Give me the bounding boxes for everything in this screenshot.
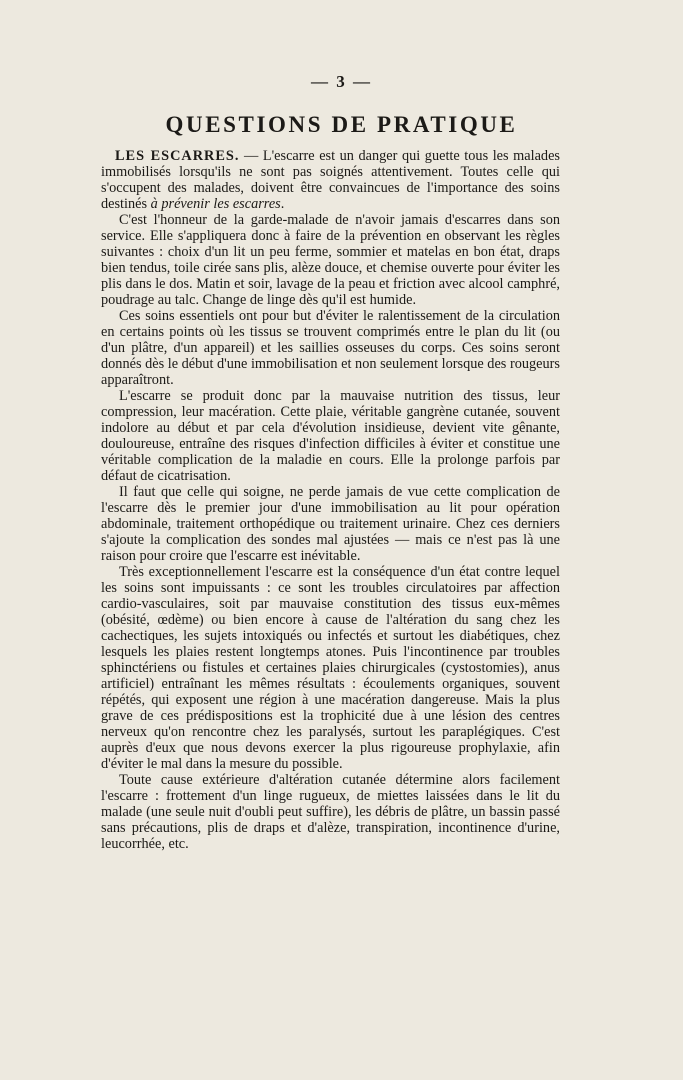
page-number: — 3 — — [311, 72, 372, 91]
paragraph-7: Toute cause extérieure d'altération cutanée détermine alors facilement l'escarre : frottement d'un linge rugueux, de miettes laissées dans le lit du malade (une seule nuit d'oubli peut suffire), les débris de plâtre, un bassin passé sans précautions, plis de draps et d'alèze, transpiration, incontinence d'urine, leucorrhée, etc. — [101, 772, 560, 852]
paragraph-4: L'escarre se produit donc par la mauvaise nutrition des tissus, leur compression, leur macération. Cette plaie, véritable gangrène cutanée, souvent indolore au début et par cela d'évolution insidieuse, devient vite gênante, douloureuse, entraîne des risques d'infection difficiles à éviter et constitue une véritable complication de la maladie en cours. Elle la prolonge parfois par défaut de cicatrisation. — [101, 388, 560, 484]
page-title: QUESTIONS DE PRATIQUE — [165, 112, 518, 137]
article-body — [101, 148, 560, 852]
paragraph-1 — [101, 148, 560, 212]
paragraph-1-tail: . — [280, 196, 285, 212]
paragraph-6: Très exceptionnellement l'escarre est la conséquence d'un état contre lequel les soins sont impuissants : ce sont les troubles circulatoires par affection cardio-vasculaires, soit par mauvaise constitution des tissus eux-mêmes (obésité, œdème) ou bien encore à cause de l'altération du sang chez les cachectiques, les sujets intoxiqués ou infectés et surtout les diabétiques, chez lesquels les plaies restent longtemps atones. Puis l'incontinence par troubles sphinctériens ou fistules et certaines plaies chirurgicales (cystostomies), anus artificiel) entraînant les mêmes résultats : écoulements organiques, souvent répétés, qui exposent une région à une macération dangereuse. Mais la plus grave de ces prédispositions est la trophicité due à une lésion des centres nerveux qu'on rencontre chez les paralysés, surtout les paraplégiques. C'est auprès d'eux que nous devons exercer la plus rigoureuse prophylaxie, afin d'éviter le mal dans la mesure du possible. — [101, 564, 560, 772]
paragraph-3: Ces soins essentiels ont pour but d'éviter le ralentissement de la circulation en certains points où les tissus se trouvent comprimés entre le plan du lit (ou d'un plâtre, d'un appareil) et les saillies osseuses du corps. Ces soins seront donnés dès le début d'une immobilisation et non seulement lorsque des rougeurs apparaîtront. — [101, 308, 560, 388]
paragraph-5: Il faut que celle qui soigne, ne perde jamais de vue cette complication de l'escarre dès le premier jour d'une immobilisation au lit pour opération abdominale, traitement orthopédique ou traitement urinaire. Chez ces derniers s'ajoute la complication des sondes mal ajustées — mais ce n'est pas là une raison pour croire que l'escarre est inévitable. — [101, 484, 560, 564]
paragraph-1-lead: — L'escarre est un danger qui guette tous les malades immobilisés lorsqu'ils ne sont pas soignés attentivement. Toutes celle qui s'occupent des malades, doivent être convaincues de l'importance des soins destinés — [101, 148, 560, 212]
paragraph-1-emphasis: à prévenir les escarres — [150, 196, 281, 212]
section-heading: LES ESCARRES. — [115, 148, 240, 164]
paragraph-2: C'est l'honneur de la garde-malade de n'avoir jamais d'escarres dans son service. Elle s'appliquera donc à faire de la prévention en observant les règles suivantes : choix d'un lit un peu ferme, sommier et matelas en bon état, draps bien tendus, toile cirée sans plis, alèze douce, et chemise ouverte pour éviter les plis dans le dos. Matin et soir, lavage de la peau et friction avec alcool camphré, poudrage au talc. Change de linge dès qu'il est humide. — [101, 212, 560, 308]
